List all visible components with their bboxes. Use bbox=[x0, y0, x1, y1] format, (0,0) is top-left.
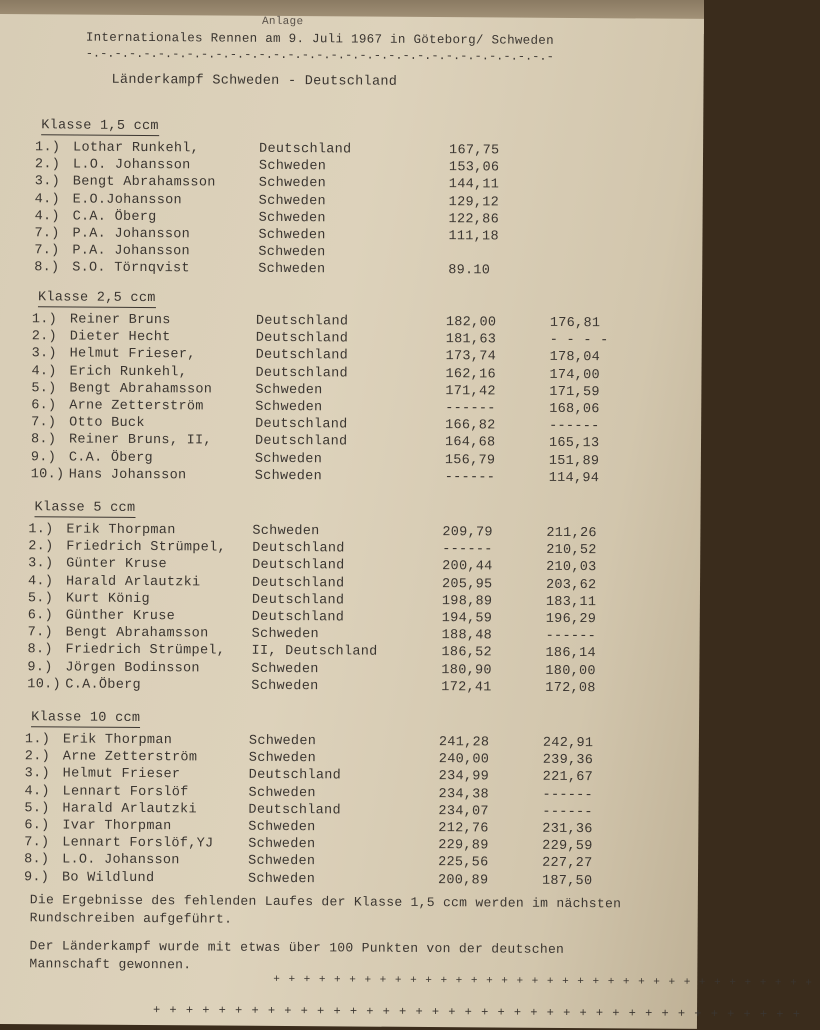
result-run-1: 153,06 bbox=[448, 160, 500, 176]
result-position: 7.) bbox=[34, 243, 60, 259]
class-heading: Klasse 5 ccm bbox=[34, 500, 136, 516]
result-name: C.A. Öberg bbox=[68, 450, 153, 466]
result-name: Bengt Abrahamsson bbox=[72, 174, 216, 191]
result-run-1: 209,79 bbox=[442, 525, 493, 541]
result-run-1: 198,89 bbox=[441, 593, 493, 610]
result-run-1: 144,11 bbox=[448, 177, 500, 193]
result-country: Schweden bbox=[251, 626, 319, 643]
result-run-1: 180,90 bbox=[441, 662, 492, 679]
result-country: Schweden bbox=[251, 678, 319, 695]
result-name: Harald Arlautzki bbox=[62, 801, 197, 818]
result-country: Schweden bbox=[248, 836, 316, 853]
result-name: Bengt Abrahamsson bbox=[65, 625, 209, 642]
result-country: Deutschland bbox=[255, 348, 349, 364]
result-run-2: 210,03 bbox=[546, 560, 597, 576]
result-country: Deutschland bbox=[255, 330, 349, 347]
result-country: Deutschland bbox=[252, 540, 345, 557]
result-country: Deutschland bbox=[252, 558, 345, 574]
result-name: Reiner Bruns, II, bbox=[68, 432, 212, 449]
result-run-1: 241,28 bbox=[438, 735, 490, 751]
result-run-2: 239,36 bbox=[542, 752, 594, 769]
result-position: 7.) bbox=[34, 226, 60, 242]
result-country: Deutschland bbox=[255, 313, 349, 330]
result-country: Schweden bbox=[254, 468, 323, 485]
note-line-4: Mannschaft gewonnen. bbox=[29, 956, 192, 973]
result-position: 3.) bbox=[24, 766, 50, 782]
result-position: 4.) bbox=[24, 783, 50, 799]
result-position: 1.) bbox=[35, 140, 61, 156]
result-country: Deutschland bbox=[251, 609, 345, 626]
result-run-1: 173,74 bbox=[445, 349, 497, 365]
result-country: Deutschland bbox=[248, 768, 342, 784]
result-name: Günter Kruse bbox=[66, 556, 168, 573]
result-name: Friedrich Strümpel, bbox=[66, 539, 226, 556]
result-run-2: 229,59 bbox=[542, 838, 593, 855]
result-country: Schweden bbox=[254, 451, 323, 467]
class-heading: Klasse 10 ccm bbox=[31, 710, 141, 726]
result-country: Schweden bbox=[255, 399, 323, 416]
result-run-1: 172,41 bbox=[441, 679, 492, 696]
result-run-2: 196,29 bbox=[545, 611, 597, 628]
result-run-2: 242,91 bbox=[542, 735, 594, 752]
result-name: Günther Kruse bbox=[65, 608, 176, 625]
result-name: Erik Thorpman bbox=[66, 522, 176, 539]
result-name: Bo Wildlund bbox=[61, 870, 155, 886]
result-name: Lennart Forslöf,YJ bbox=[62, 835, 214, 852]
result-run-2: 186,14 bbox=[545, 646, 597, 662]
result-position: 8.) bbox=[30, 432, 57, 448]
result-name: Friedrich Strümpel, bbox=[65, 642, 226, 659]
result-run-1: 205,95 bbox=[441, 576, 493, 593]
result-run-2: ------ bbox=[549, 419, 600, 435]
result-run-1: 164,68 bbox=[444, 435, 496, 451]
result-name: S.O. Törnqvist bbox=[72, 260, 190, 277]
result-country: Schweden bbox=[258, 262, 326, 278]
result-run-2: ------ bbox=[545, 629, 597, 645]
result-run-2: 221,67 bbox=[542, 770, 594, 786]
result-run-2: 180,00 bbox=[545, 663, 596, 679]
result-country: Deutschland bbox=[255, 416, 348, 433]
result-run-2: 172,08 bbox=[545, 680, 596, 696]
result-country: Deutschland bbox=[259, 141, 352, 158]
result-run-1: 156,79 bbox=[444, 452, 496, 469]
result-position: 7.) bbox=[24, 835, 50, 851]
result-name: C.A.Öberg bbox=[65, 677, 141, 693]
result-run-2: 174,00 bbox=[549, 367, 600, 383]
result-name: Bengt Abrahamsson bbox=[69, 381, 213, 398]
result-country: Schweden bbox=[248, 750, 317, 767]
result-country: Schweden bbox=[248, 819, 316, 836]
result-name: Helmut Frieser bbox=[62, 766, 181, 783]
result-position: 8.) bbox=[24, 852, 50, 868]
result-country: Deutschland bbox=[251, 575, 345, 592]
result-run-1: 194,59 bbox=[441, 611, 493, 627]
result-country: Schweden bbox=[258, 210, 326, 227]
result-position: 8.) bbox=[27, 642, 53, 658]
result-country: Schweden bbox=[258, 193, 326, 209]
result-country: Schweden bbox=[248, 733, 317, 750]
title-dash-rule: -.-.-.-.-.-.-.-.-.-.-.-.-.-.-.-.-.-.-.-.-.-.-.-.-.-.-.-.-.-.-.-.- bbox=[85, 46, 554, 64]
result-run-2: ------ bbox=[542, 787, 594, 803]
result-run-2: - - - - bbox=[549, 333, 609, 349]
result-run-2: 168,06 bbox=[549, 401, 600, 418]
result-run-2: 210,52 bbox=[546, 543, 597, 559]
result-position: 4.) bbox=[34, 191, 60, 208]
result-name: P.A. Johansson bbox=[72, 226, 191, 243]
result-country: Schweden bbox=[258, 158, 327, 175]
result-position: 5.) bbox=[24, 800, 50, 817]
result-country: Schweden bbox=[247, 871, 316, 887]
anlage-label: Anlage bbox=[261, 15, 304, 29]
result-country: Deutschland bbox=[251, 592, 345, 609]
result-run-1: 234,38 bbox=[438, 786, 490, 803]
result-position: 4.) bbox=[31, 363, 57, 379]
result-run-2: 171,59 bbox=[549, 384, 600, 400]
result-name: Erik Thorpman bbox=[62, 732, 173, 749]
result-position: 6.) bbox=[27, 608, 54, 624]
result-name: Dieter Hecht bbox=[69, 329, 171, 346]
result-country: Schweden bbox=[258, 244, 326, 261]
result-position: 7.) bbox=[27, 625, 53, 641]
result-position: 10.) bbox=[30, 467, 65, 483]
note-line-1: Die Ergebnisse des fehlenden Laufes der Klasse 1,5 ccm werden im nächsten bbox=[29, 892, 622, 912]
result-name: E.O.Johansson bbox=[72, 192, 182, 208]
result-run-1: 171,42 bbox=[445, 383, 496, 400]
result-run-2: ------ bbox=[542, 804, 593, 820]
result-position: 2.) bbox=[31, 329, 58, 345]
result-position: 9.) bbox=[30, 449, 57, 465]
result-run-1: 122,86 bbox=[448, 211, 500, 228]
result-name: Reiner Bruns bbox=[69, 312, 171, 329]
result-run-1: 225,56 bbox=[438, 855, 489, 871]
result-run-2: 231,36 bbox=[542, 821, 593, 838]
result-country: Schweden bbox=[258, 176, 327, 192]
result-name: L.O. Johansson bbox=[62, 852, 180, 869]
result-name: Harald Arlautzki bbox=[65, 574, 201, 591]
result-name: C.A. Öberg bbox=[72, 209, 157, 225]
result-position: 5.) bbox=[27, 591, 54, 607]
result-run-2: 176,81 bbox=[549, 315, 601, 332]
result-run-1: 234,99 bbox=[438, 769, 490, 785]
result-position: 6.) bbox=[31, 398, 57, 414]
star-rule-right: + + + + + + + + + + + + + + + + + + + + + + + + + + + + + + + + + + + + bbox=[273, 973, 813, 990]
result-name: P.A. Johansson bbox=[72, 243, 191, 260]
result-position: 3.) bbox=[34, 174, 61, 190]
result-run-1: ------ bbox=[445, 401, 496, 417]
result-run-1: 129,12 bbox=[448, 194, 500, 211]
result-name: Arne Zetterström bbox=[69, 398, 204, 415]
result-run-2: 151,89 bbox=[548, 453, 600, 469]
result-name: Jörgen Bodinsson bbox=[65, 660, 200, 677]
note-line-2: Rundschreiben aufgeführt. bbox=[29, 910, 233, 927]
result-run-1: 89.10 bbox=[448, 263, 491, 279]
result-country: Schweden bbox=[251, 661, 319, 677]
result-position: 3.) bbox=[31, 346, 57, 362]
result-name: Kurt König bbox=[65, 591, 150, 607]
result-name: Erich Runkehl, bbox=[69, 364, 188, 380]
result-position: 2.) bbox=[34, 157, 61, 173]
result-position: 7.) bbox=[31, 415, 57, 431]
result-name: Arne Zetterström bbox=[62, 749, 198, 766]
result-run-1: 240,00 bbox=[438, 752, 490, 768]
document-subtitle: Länderkampf Schweden - Deutschland bbox=[111, 72, 398, 90]
result-run-1: 181,63 bbox=[445, 332, 497, 348]
result-run-1: 182,00 bbox=[445, 315, 497, 331]
result-run-2: 203,62 bbox=[545, 577, 597, 593]
result-run-2: 211,26 bbox=[546, 525, 597, 542]
result-position: 9.) bbox=[23, 869, 50, 885]
result-country: Schweden bbox=[258, 227, 326, 244]
result-run-1: 162,16 bbox=[445, 366, 496, 383]
result-country: Deutschland bbox=[254, 434, 348, 450]
result-position: 4.) bbox=[27, 573, 54, 589]
result-run-1: 200,89 bbox=[437, 872, 489, 889]
result-position: 6.) bbox=[24, 818, 50, 834]
result-run-2: 187,50 bbox=[541, 873, 593, 889]
result-run-1: 212,76 bbox=[438, 821, 489, 837]
result-run-1: 229,89 bbox=[438, 838, 489, 854]
result-country: Deutschland bbox=[248, 802, 341, 819]
result-position: 5.) bbox=[31, 381, 57, 397]
result-run-1: 111,18 bbox=[448, 229, 499, 245]
class-heading: Klasse 2,5 ccm bbox=[37, 290, 156, 307]
result-run-1: 167,75 bbox=[449, 143, 500, 159]
result-country: Schweden bbox=[248, 854, 316, 870]
result-position: 1.) bbox=[24, 732, 51, 748]
result-name: L.O. Johansson bbox=[72, 157, 191, 174]
result-position: 4.) bbox=[34, 209, 60, 225]
result-run-2: 178,04 bbox=[549, 350, 601, 366]
result-run-2: 165,13 bbox=[548, 436, 600, 452]
result-position: 2.) bbox=[24, 749, 51, 765]
document-sheet bbox=[0, 14, 813, 1029]
result-country: Schweden bbox=[248, 785, 316, 801]
note-line-3: Der Länderkampf wurde mit etwas über 100 Punkten von der deutschen bbox=[29, 938, 565, 957]
result-position: 2.) bbox=[28, 539, 54, 555]
result-name: Lennart Forslöf bbox=[62, 784, 189, 800]
result-run-1: 188,48 bbox=[441, 628, 493, 644]
result-name: Lothar Runkehl, bbox=[73, 140, 200, 157]
result-name: Helmut Frieser, bbox=[69, 346, 196, 363]
result-position: 1.) bbox=[28, 522, 54, 538]
result-name: Hans Johansson bbox=[68, 467, 187, 484]
result-run-1: 200,44 bbox=[442, 559, 493, 575]
result-run-1: 234,07 bbox=[438, 803, 489, 820]
result-run-2: 114,94 bbox=[548, 470, 600, 486]
result-run-1: ------ bbox=[444, 469, 496, 486]
result-run-2: 227,27 bbox=[542, 856, 593, 872]
result-country: Deutschland bbox=[255, 365, 348, 382]
result-name: Otto Buck bbox=[69, 415, 145, 432]
result-name: Ivar Thorpman bbox=[62, 818, 172, 835]
result-position: 9.) bbox=[27, 659, 53, 675]
result-run-1: 186,52 bbox=[441, 645, 493, 661]
class-heading: Klasse 1,5 ccm bbox=[41, 118, 159, 135]
result-position: 8.) bbox=[34, 260, 60, 276]
result-run-2: 183,11 bbox=[545, 594, 597, 610]
result-position: 3.) bbox=[28, 556, 54, 572]
star-rule-bottom: + + + + + + + + + + + + + + + + + + + + + + + + + + + + + + + + + + + + + + + + bbox=[153, 1003, 801, 1022]
result-country: Schweden bbox=[255, 382, 323, 399]
result-position: 10.) bbox=[27, 677, 61, 693]
document-title: Internationales Rennen am 9. Juli 1967 in Göteborg/ Schweden bbox=[85, 30, 554, 48]
result-run-1: 166,82 bbox=[445, 418, 496, 434]
result-country: Schweden bbox=[252, 523, 320, 540]
result-position: 1.) bbox=[31, 312, 58, 328]
result-country: II, Deutschland bbox=[251, 644, 378, 661]
result-run-1: ------ bbox=[442, 542, 493, 558]
